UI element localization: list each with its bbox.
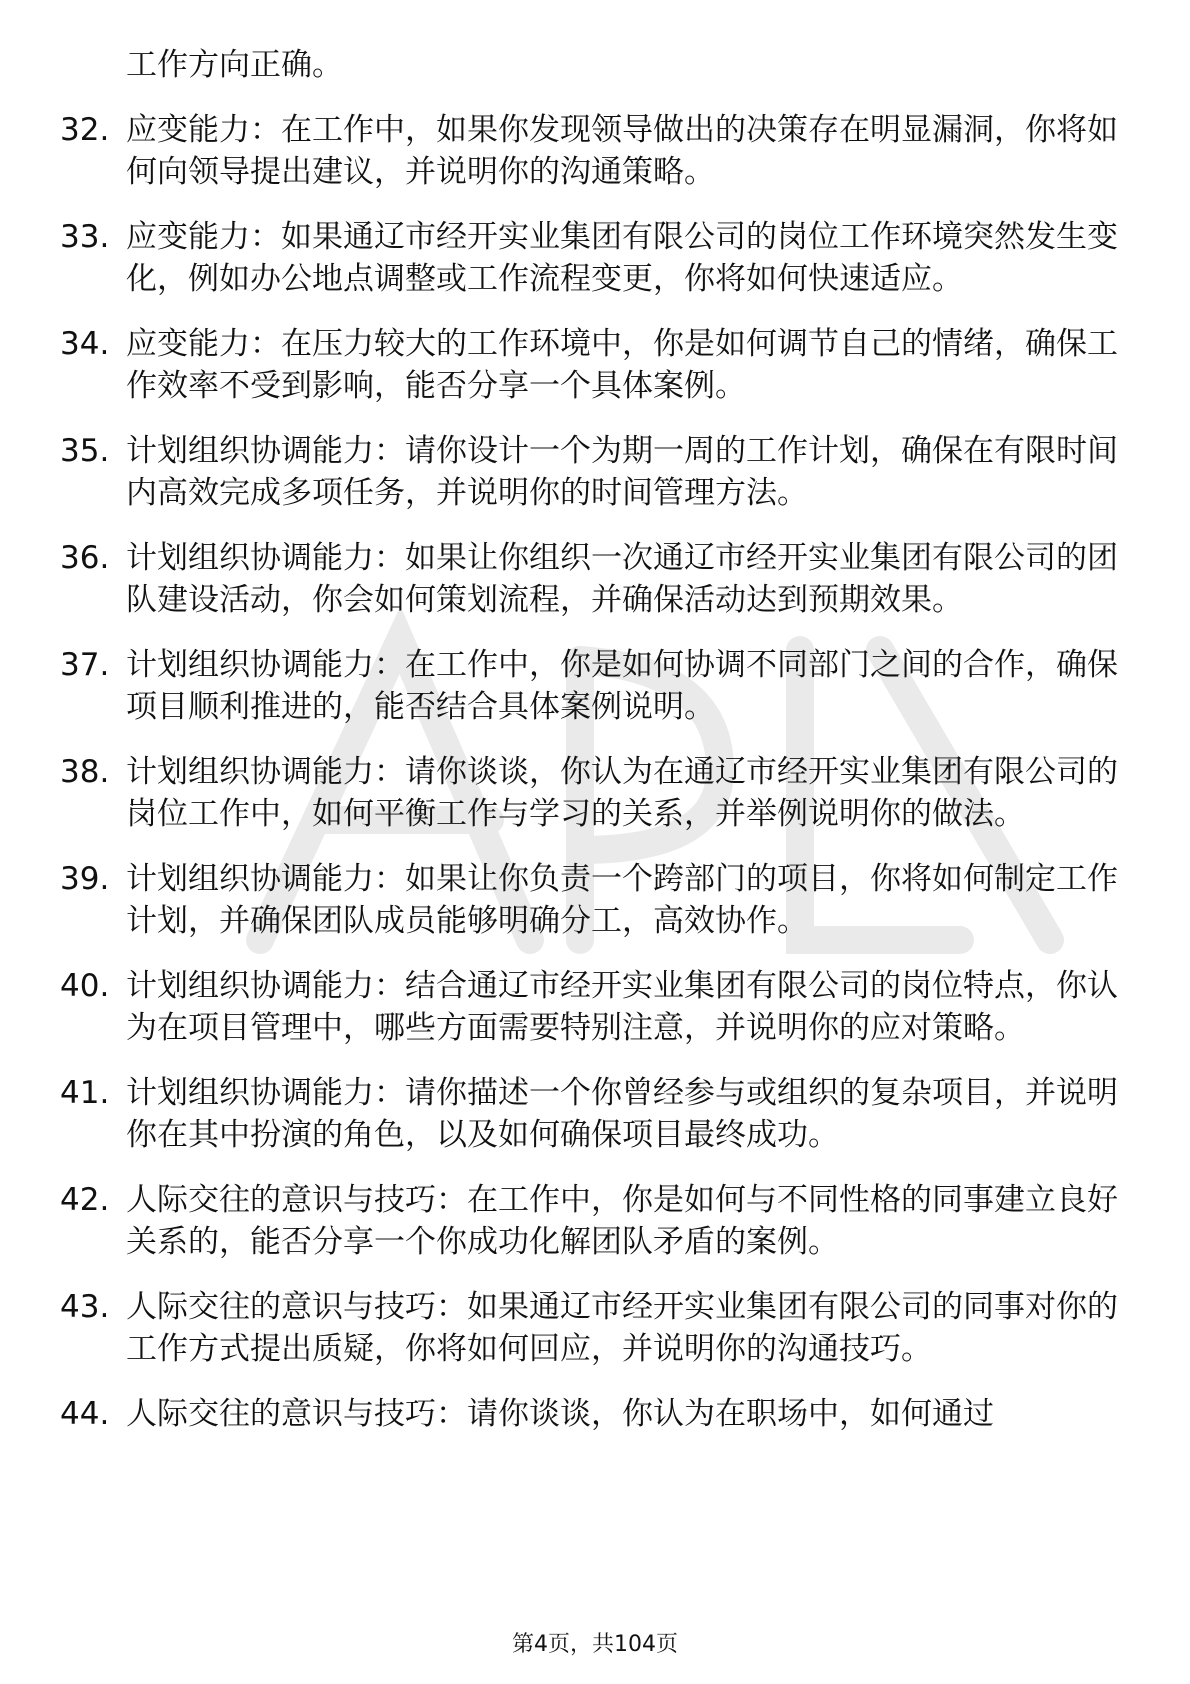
question-text: 计划组织协调能力：如果让你组织一次通辽市经开实业集团有限公司的团队建设活动，你会如何策划流程，并确保活动达到预期效果。 bbox=[126, 540, 1118, 618]
question-item bbox=[60, 751, 1120, 835]
question-number: 37. bbox=[60, 647, 110, 683]
question-item bbox=[60, 858, 1120, 942]
question-number: 36. bbox=[60, 540, 110, 576]
question-item bbox=[60, 965, 1120, 1049]
question-text: 人际交往的意识与技巧：如果通辽市经开实业集团有限公司的同事对你的工作方式提出质疑，你将如何回应，并说明你的沟通技巧。 bbox=[126, 1289, 1118, 1367]
question-item bbox=[60, 537, 1120, 621]
question-text: 应变能力：在压力较大的工作环境中，你是如何调节自己的情绪，确保工作效率不受到影响，能否分享一个具体案例。 bbox=[126, 326, 1118, 404]
question-item bbox=[60, 109, 1120, 193]
question-text: 计划组织协调能力：请你描述一个你曾经参与或组织的复杂项目，并说明你在其中扮演的角色，以及如何确保项目最终成功。 bbox=[126, 1075, 1118, 1153]
document-body bbox=[60, 44, 1120, 1458]
question-number: 44. bbox=[60, 1396, 110, 1432]
question-number: 41. bbox=[60, 1075, 110, 1111]
question-text: 计划组织协调能力：如果让你负责一个跨部门的项目，你将如何制定工作计划，并确保团队成员能够明确分工，高效协作。 bbox=[126, 861, 1118, 939]
question-number: 33. bbox=[60, 219, 110, 255]
question-item bbox=[60, 430, 1120, 514]
question-text: 应变能力：在工作中，如果你发现领导做出的决策存在明显漏洞，你将如何向领导提出建议，并说明你的沟通策略。 bbox=[126, 112, 1118, 190]
question-text: 计划组织协调能力：在工作中，你是如何协调不同部门之间的合作，确保项目顺利推进的，能否结合具体案例说明。 bbox=[126, 647, 1118, 725]
question-item bbox=[60, 1072, 1120, 1156]
question-number: 32. bbox=[60, 112, 110, 148]
question-text: 人际交往的意识与技巧：在工作中，你是如何与不同性格的同事建立良好关系的，能否分享一个你成功化解团队矛盾的案例。 bbox=[126, 1182, 1118, 1260]
question-number: 40. bbox=[60, 968, 110, 1004]
question-text: 计划组织协调能力：请你设计一个为期一周的工作计划，确保在有限时间内高效完成多项任务，并说明你的时间管理方法。 bbox=[126, 433, 1118, 511]
question-number: 42. bbox=[60, 1182, 110, 1218]
question-number: 39. bbox=[60, 861, 110, 897]
page-footer: 第4页，共104页 bbox=[512, 1632, 678, 1657]
question-item bbox=[60, 1393, 1120, 1435]
question-number: 35. bbox=[60, 433, 110, 469]
question-text: 计划组织协调能力：请你谈谈，你认为在通辽市经开实业集团有限公司的岗位工作中，如何平衡工作与学习的关系，并举例说明你的做法。 bbox=[126, 754, 1118, 832]
question-item bbox=[60, 216, 1120, 300]
question-number: 34. bbox=[60, 326, 110, 362]
question-item bbox=[60, 1286, 1120, 1370]
carry-over-text: 工作方向正确。 bbox=[126, 47, 343, 83]
question-number: 43. bbox=[60, 1289, 110, 1325]
question-number: 38. bbox=[60, 754, 110, 790]
question-text: 人际交往的意识与技巧：请你谈谈，你认为在职场中，如何通过 bbox=[126, 1396, 994, 1432]
question-item bbox=[60, 1179, 1120, 1263]
question-text: 应变能力：如果通辽市经开实业集团有限公司的岗位工作环境突然发生变化，例如办公地点调整或工作流程变更，你将如何快速适应。 bbox=[126, 219, 1118, 297]
question-item bbox=[60, 323, 1120, 407]
question-item bbox=[60, 644, 1120, 728]
question-text: 计划组织协调能力：结合通辽市经开实业集团有限公司的岗位特点，你认为在项目管理中，哪些方面需要特别注意，并说明你的应对策略。 bbox=[126, 968, 1118, 1046]
